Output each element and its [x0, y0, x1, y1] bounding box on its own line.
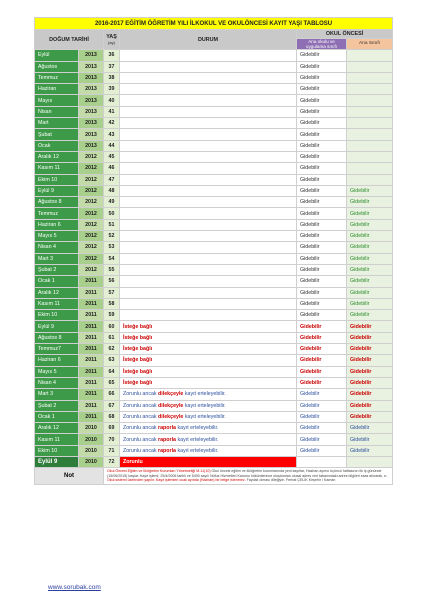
preschool-class-status: Gidebilir [347, 321, 393, 332]
kindergarten-status: Gidebilir [297, 129, 347, 140]
preschool-class-status: Gidebilir [347, 310, 393, 321]
durum-text-a: Zorunlu ancak [123, 391, 159, 398]
table-row [35, 106, 393, 117]
header-age [104, 30, 120, 50]
kindergarten-status: Gidebilir [297, 208, 347, 219]
preschool-class-status: Gidebilir [347, 400, 393, 411]
note-label: Not [35, 468, 104, 485]
preschool-class-status [347, 84, 393, 95]
birth-year: 2012 [79, 151, 104, 162]
durum-cell: İsteğe bağlı [120, 321, 297, 332]
durum-cell [120, 423, 297, 434]
kindergarten-status: Gidebilir [297, 276, 347, 287]
birth-month: Haziran 6 [35, 355, 79, 366]
durum-text-b: raporla [158, 447, 177, 454]
age-months: 47 [104, 174, 120, 185]
table-row [35, 197, 393, 208]
durum-cell [120, 310, 297, 321]
table-row [35, 400, 393, 411]
birth-year: 2011 [79, 377, 104, 388]
birth-month: Kasım 11 [35, 434, 79, 445]
header-kindergarten: Ana okulu ve uygulama sınıfı [297, 39, 347, 50]
kindergarten-status: Gidebilir [297, 411, 347, 422]
age-months: 37 [104, 61, 120, 72]
table-row [35, 377, 393, 388]
table-row [35, 389, 393, 400]
birth-year: 2013 [79, 118, 104, 129]
birth-year: 2013 [79, 72, 104, 83]
kindergarten-status: Gidebilir [297, 174, 347, 185]
age-months: 48 [104, 185, 120, 196]
age-months: 39 [104, 84, 120, 95]
durum-text-b: raporla [158, 436, 177, 443]
table-row [35, 185, 393, 196]
kindergarten-status: Gidebilir [297, 445, 347, 456]
birth-year: 2013 [79, 95, 104, 106]
preschool-class-status: Gidebilir [347, 423, 393, 434]
table-row [35, 219, 393, 230]
kindergarten-status: Gidebilir [297, 185, 347, 196]
birth-month: Temmuz [35, 72, 79, 83]
birth-month: Haziran [35, 84, 79, 95]
birth-year: 2011 [79, 332, 104, 343]
durum-text-b: raporla [158, 425, 177, 432]
durum-text-a: Zorunlu ancak [123, 402, 159, 409]
birth-year: 2013 [79, 50, 104, 61]
age-months: 57 [104, 287, 120, 298]
kindergarten-status: Gidebilir [297, 151, 347, 162]
age-months: 43 [104, 129, 120, 140]
durum-cell [120, 242, 297, 253]
header-birth-date: DOĞUM TARİHİ [35, 30, 104, 50]
birth-year: 2010 [79, 456, 104, 467]
preschool-class-status [347, 61, 393, 72]
birth-year: 2011 [79, 344, 104, 355]
table-row [35, 445, 393, 456]
durum-text-b: dilekçeyle [158, 391, 184, 398]
kindergarten-status: Gidebilir [297, 355, 347, 366]
birth-year: 2011 [79, 298, 104, 309]
kindergarten-status: Gidebilir [297, 163, 347, 174]
birth-month: Mayıs 5 [35, 231, 79, 242]
preschool-class-status [347, 129, 393, 140]
durum-cell [120, 219, 297, 230]
preschool-class-status: Gidebilir [347, 287, 393, 298]
kindergarten-status: Gidebilir [297, 84, 347, 95]
birth-year: 2010 [79, 434, 104, 445]
durum-cell [120, 287, 297, 298]
age-months: 54 [104, 253, 120, 264]
durum-cell [120, 276, 297, 287]
table-row [35, 50, 393, 61]
table-row [35, 332, 393, 343]
birth-month: Şubat [35, 129, 79, 140]
durum-text-c: kayıt erteleyebilir. [176, 436, 219, 443]
preschool-class-status [347, 456, 393, 467]
birth-year: 2012 [79, 219, 104, 230]
durum-cell [120, 197, 297, 208]
age-months: 66 [104, 389, 120, 400]
note-part-a: Okul Öncesi Eğitim ve İlköğretim Kurumları Yönetmeliği M-11(10) [107, 469, 212, 474]
header-durum: DURUM [120, 30, 297, 50]
age-months: 50 [104, 208, 120, 219]
birth-month: Şubat 2 [35, 264, 79, 275]
birth-month: Ağustos [35, 61, 79, 72]
age-months: 53 [104, 242, 120, 253]
header-age-label: YAŞ [106, 33, 117, 40]
preschool-class-status [347, 151, 393, 162]
birth-year: 2012 [79, 185, 104, 196]
table-row [35, 61, 393, 72]
birth-month: Mayıs [35, 95, 79, 106]
table-row [35, 310, 393, 321]
durum-cell [120, 72, 297, 83]
birth-month: Şubat 2 [35, 400, 79, 411]
durum-cell: İsteğe bağlı [120, 366, 297, 377]
birth-year: 2011 [79, 276, 104, 287]
birth-month: Eylül 9 [35, 456, 79, 467]
durum-cell [120, 253, 297, 264]
table-row [35, 344, 393, 355]
preschool-class-status: Gidebilir [347, 332, 393, 343]
birth-year: 2011 [79, 355, 104, 366]
table-row [35, 151, 393, 162]
birth-month: Nisan 4 [35, 377, 79, 388]
table-row [35, 163, 393, 174]
kindergarten-status: Gidebilir [297, 310, 347, 321]
durum-cell [120, 61, 297, 72]
table-row [35, 140, 393, 151]
kindergarten-status: Gidebilir [297, 106, 347, 117]
table-row [35, 242, 393, 253]
birth-year: 2010 [79, 423, 104, 434]
table-row [35, 287, 393, 298]
note-part-f: Faydalı olması dileğiyle. Ferhat ÇELİK Kirşehir / Kaman [246, 478, 336, 483]
age-months: 46 [104, 163, 120, 174]
enrollment-age-table [34, 17, 392, 485]
birth-year: 2012 [79, 242, 104, 253]
age-months: 70 [104, 434, 120, 445]
durum-text-c: kayıt erteleyebilir. [183, 402, 226, 409]
birth-month: Ağustos 8 [35, 332, 79, 343]
durum-cell: İsteğe bağlı [120, 355, 297, 366]
kindergarten-status: Gidebilir [297, 242, 347, 253]
birth-month: Mart 3 [35, 389, 79, 400]
table-row [35, 129, 393, 140]
birth-month: Ocak [35, 140, 79, 151]
age-months: 67 [104, 400, 120, 411]
note-text [104, 468, 393, 485]
preschool-class-status [347, 118, 393, 129]
durum-cell [120, 400, 297, 411]
kindergarten-status: Gidebilir [297, 423, 347, 434]
header-age-unit: (ay) [108, 39, 115, 45]
age-months: 62 [104, 344, 120, 355]
kindergarten-status: Gidebilir [297, 400, 347, 411]
preschool-class-status: Gidebilir [347, 276, 393, 287]
preschool-class-status: Gidebilir [347, 434, 393, 445]
preschool-class-status [347, 140, 393, 151]
durum-cell [120, 231, 297, 242]
birth-year: 2013 [79, 61, 104, 72]
durum-cell [120, 118, 297, 129]
kindergarten-status: Gidebilir [297, 298, 347, 309]
birth-month: Aralık 12 [35, 423, 79, 434]
durum-cell [120, 163, 297, 174]
durum-cell [120, 151, 297, 162]
durum-text-b: dilekçeyle [158, 402, 184, 409]
kindergarten-status: Gidebilir [297, 253, 347, 264]
preschool-class-status: Gidebilir [347, 264, 393, 275]
table-row [35, 95, 393, 106]
durum-text-a: Zorunlu ancak [123, 436, 159, 443]
birth-month: Ağustos 8 [35, 197, 79, 208]
preschool-class-status: Gidebilir [347, 185, 393, 196]
birth-year: 2012 [79, 208, 104, 219]
durum-cell [120, 264, 297, 275]
table-row [35, 276, 393, 287]
age-months: 52 [104, 231, 120, 242]
kindergarten-status: Gidebilir [297, 140, 347, 151]
durum-cell [120, 106, 297, 117]
kindergarten-status: Gidebilir [297, 95, 347, 106]
kindergarten-status: Gidebilir [297, 197, 347, 208]
birth-month: Ocak 1 [35, 411, 79, 422]
age-months: 42 [104, 118, 120, 129]
kindergarten-status: Gidebilir [297, 366, 347, 377]
table-row [35, 264, 393, 275]
birth-year: 2013 [79, 140, 104, 151]
header-preschool: OKUL ÖNCESİ [297, 30, 393, 39]
kindergarten-status: Gidebilir [297, 264, 347, 275]
kindergarten-status: Gidebilir [297, 434, 347, 445]
preschool-class-status: Gidebilir [347, 208, 393, 219]
kindergarten-status: Gidebilir [297, 219, 347, 230]
age-months: 55 [104, 264, 120, 275]
note-part-c: Okul sistemi üzerinden yapılır. Kayıt işlemleri [107, 478, 179, 483]
birth-year: 2011 [79, 400, 104, 411]
table-row [35, 118, 393, 129]
note-part-b: Okul öncesi eğitim ve ilköğretim kurumlarında yeni kayıtlar, Haziran ayının üçüncü haftasının ilk iş gününde (15/06/2015) başlar. Kayıt işlemi, 25/4/2006 tarihli ve 5490 sayılı Nüfus Hizmetleri Kanunu hükümlerince oluşturulan ulusal adres veri tabanındaki adres bilgileri esas alınarak, e- [107, 469, 388, 478]
birth-month: Mart [35, 118, 79, 129]
table-row [35, 355, 393, 366]
table-title: 2016-2017 EĞİTİM ÖĞRETİM YILI İLKOKUL VE OKULÖNCESİ KAYIT YAŞI TABLOSU [35, 18, 393, 30]
footer-link[interactable]: www.sorubak.com [48, 584, 101, 591]
birth-year: 2011 [79, 366, 104, 377]
durum-text-a: Zorunlu ancak [123, 425, 159, 432]
durum-cell: İsteğe bağlı [120, 344, 297, 355]
birth-month: Temmuz7 [35, 344, 79, 355]
age-months: 60 [104, 321, 120, 332]
durum-text-c: kayıt erteleyebilir. [176, 425, 219, 432]
birth-year: 2011 [79, 310, 104, 321]
birth-month: Ekim 10 [35, 174, 79, 185]
header-preschool-class: Ana Sınıfı [347, 39, 393, 50]
age-months: 71 [104, 445, 120, 456]
birth-month: Kasım 11 [35, 298, 79, 309]
preschool-class-status: Gidebilir [347, 445, 393, 456]
preschool-class-status: Gidebilir [347, 344, 393, 355]
preschool-class-status [347, 95, 393, 106]
age-months: 56 [104, 276, 120, 287]
table-row [35, 321, 393, 332]
kindergarten-status: Gidebilir [297, 287, 347, 298]
birth-year: 2013 [79, 129, 104, 140]
table-row [35, 72, 393, 83]
table-row [35, 411, 393, 422]
age-months: 59 [104, 310, 120, 321]
preschool-class-status: Gidebilir [347, 377, 393, 388]
kindergarten-status: Gidebilir [297, 118, 347, 129]
birth-month: Temmuz [35, 208, 79, 219]
kindergarten-status: Gidebilir [297, 332, 347, 343]
birth-year: 2013 [79, 106, 104, 117]
preschool-class-status: Gidebilir [347, 219, 393, 230]
durum-cell [120, 50, 297, 61]
preschool-class-status [347, 163, 393, 174]
durum-cell [120, 298, 297, 309]
birth-year: 2010 [79, 445, 104, 456]
birth-month: Ekim 10 [35, 445, 79, 456]
birth-month: Nisan [35, 106, 79, 117]
age-months: 65 [104, 377, 120, 388]
birth-year: 2012 [79, 163, 104, 174]
birth-year: 2011 [79, 389, 104, 400]
birth-year: 2011 [79, 321, 104, 332]
birth-year: 2013 [79, 84, 104, 95]
preschool-class-status: Gidebilir [347, 242, 393, 253]
birth-month: Aralık 12 [35, 151, 79, 162]
table-body [35, 50, 393, 468]
kindergarten-status: Gidebilir [297, 231, 347, 242]
durum-cell: İsteğe bağlı [120, 332, 297, 343]
age-months: 63 [104, 355, 120, 366]
durum-cell [120, 129, 297, 140]
durum-text-c: kayıt erteleyebilir. [176, 447, 219, 454]
birth-year: 2011 [79, 287, 104, 298]
preschool-class-status: Gidebilir [347, 231, 393, 242]
birth-month: Eylül [35, 50, 79, 61]
durum-text-b: dilekçeyle [158, 413, 184, 420]
durum-cell [120, 84, 297, 95]
birth-month: Kasım 11 [35, 163, 79, 174]
kindergarten-status: Gidebilir [297, 50, 347, 61]
age-months: 49 [104, 197, 120, 208]
age-months: 36 [104, 50, 120, 61]
birth-month: Haziran 6 [35, 219, 79, 230]
durum-cell [120, 434, 297, 445]
birth-month: Nisan 4 [35, 242, 79, 253]
age-months: 72 [104, 456, 120, 467]
durum-text-a: Zorunlu ancak [123, 447, 159, 454]
age-months: 51 [104, 219, 120, 230]
durum-cell: İsteğe bağlı [120, 377, 297, 388]
durum-text-c: kayıt erteleyebilir. [183, 391, 226, 398]
birth-month: Mart 3 [35, 253, 79, 264]
age-months: 41 [104, 106, 120, 117]
table-row [35, 434, 393, 445]
kindergarten-status: Gidebilir [297, 61, 347, 72]
table-row [35, 456, 393, 467]
table-row [35, 174, 393, 185]
durum-cell [120, 208, 297, 219]
table [34, 17, 393, 485]
kindergarten-status: Gidebilir [297, 377, 347, 388]
durum-cell [120, 140, 297, 151]
birth-year: 2012 [79, 253, 104, 264]
age-months: 61 [104, 332, 120, 343]
birth-month: Eylül 9 [35, 321, 79, 332]
preschool-class-status [347, 72, 393, 83]
age-months: 40 [104, 95, 120, 106]
durum-cell: Zorunlu [120, 456, 297, 467]
table-row [35, 208, 393, 219]
table-row [35, 366, 393, 377]
table-row [35, 298, 393, 309]
preschool-class-status [347, 174, 393, 185]
durum-cell [120, 445, 297, 456]
preschool-class-status [347, 50, 393, 61]
age-months: 69 [104, 423, 120, 434]
birth-year: 2012 [79, 174, 104, 185]
kindergarten-status: Gidebilir [297, 72, 347, 83]
preschool-class-status: Gidebilir [347, 366, 393, 377]
birth-month: Mayıs 5 [35, 366, 79, 377]
durum-cell [120, 174, 297, 185]
birth-month: Ekim 10 [35, 310, 79, 321]
preschool-class-status: Gidebilir [347, 197, 393, 208]
preschool-class-status: Gidebilir [347, 389, 393, 400]
birth-year: 2012 [79, 197, 104, 208]
kindergarten-status: Gidebilir [297, 321, 347, 332]
age-months: 38 [104, 72, 120, 83]
age-months: 64 [104, 366, 120, 377]
table-row [35, 423, 393, 434]
durum-cell [120, 95, 297, 106]
birth-year: 2011 [79, 411, 104, 422]
durum-cell [120, 389, 297, 400]
birth-month: Eylül 9 [35, 185, 79, 196]
note-part-e: ocak ayında (Haziran) bir belge istenmez. [179, 478, 247, 483]
age-months: 44 [104, 140, 120, 151]
birth-year: 2012 [79, 264, 104, 275]
durum-cell [120, 411, 297, 422]
birth-month: Ocak 1 [35, 276, 79, 287]
birth-year: 2012 [79, 231, 104, 242]
preschool-class-status: Gidebilir [347, 411, 393, 422]
table-row [35, 84, 393, 95]
age-months: 45 [104, 151, 120, 162]
kindergarten-status: Gidebilir [297, 344, 347, 355]
preschool-class-status: Gidebilir [347, 253, 393, 264]
durum-text-a: Zorunlu ancak [123, 413, 159, 420]
durum-cell [120, 185, 297, 196]
preschool-class-status: Gidebilir [347, 298, 393, 309]
kindergarten-status [297, 456, 347, 467]
kindergarten-status: Gidebilir [297, 389, 347, 400]
preschool-class-status: Gidebilir [347, 355, 393, 366]
table-row [35, 231, 393, 242]
birth-month: Aralık 12 [35, 287, 79, 298]
preschool-class-status [347, 106, 393, 117]
age-months: 58 [104, 298, 120, 309]
table-row [35, 253, 393, 264]
durum-text-c: kayıt erteleyebilir. [183, 413, 226, 420]
age-months: 68 [104, 411, 120, 422]
